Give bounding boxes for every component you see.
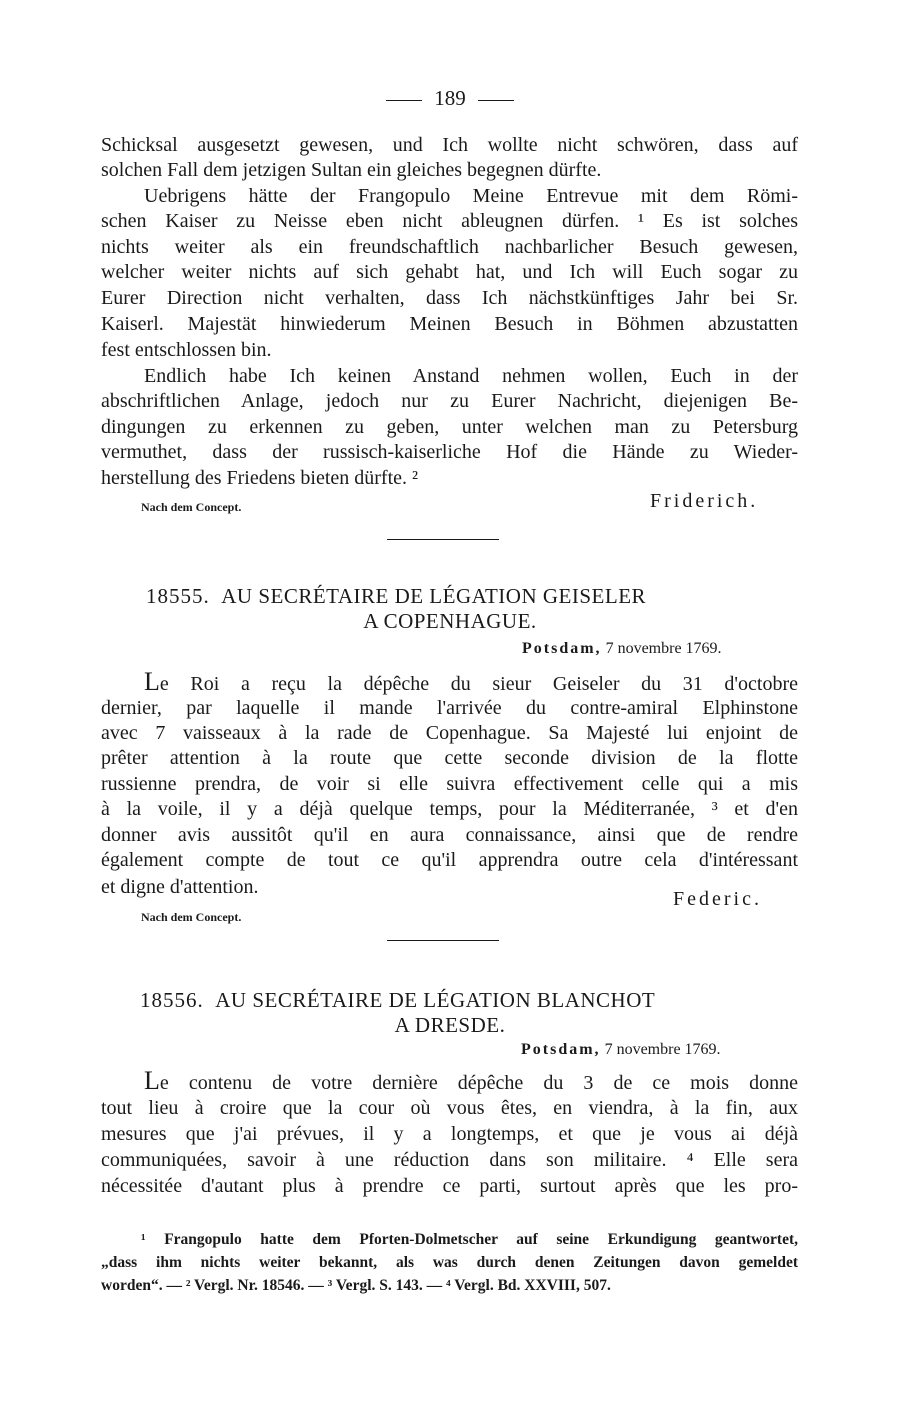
letter-recipient: AU SECRÉTAIRE DE LÉGATION BLANCHOT — [215, 988, 656, 1012]
section-divider — [387, 940, 499, 941]
dateline-place: Potsdam, — [521, 1041, 601, 1058]
letter-destination: A COPENHAGUE. — [363, 609, 537, 633]
initial-letter: L — [144, 1066, 160, 1095]
text-line — [144, 1068, 798, 1093]
dateline — [521, 1041, 721, 1059]
text-line: herstellung des Friedens bieten dürfte. ² — [101, 467, 419, 489]
text-line: solchen Fall dem jetzigen Sultan ein gleiches begegnen dürfte. — [101, 159, 602, 181]
text-span: e contenu de votre dernière dépêche du 3 de ce mois donne — [159, 1072, 798, 1094]
page-header — [0, 86, 900, 111]
dateline-date: 7 novembre 1769. — [605, 640, 722, 657]
dateline-place: Potsdam, — [522, 640, 602, 657]
text-line: donner avis aussitôt qu'il en aura connaissance, ainsi que de rendre — [101, 824, 798, 846]
text-line: welcher weiter nichts auf sich gehabt hat, und Ich will Euch sogar zu — [101, 261, 798, 283]
text-line: schen Kaiser zu Neisse eben nicht ableugnen dürfen. ¹ Es ist solches — [101, 210, 798, 232]
text-line: nécessitée d'autant plus à prendre ce parti, surtout après que les pro- — [101, 1175, 798, 1197]
text-line: nichts weiter als ein freundschaftlich nachbarlicher Besuch gewesen, — [101, 236, 798, 258]
letter-number: 18555. — [146, 584, 210, 608]
footnote-line: worden“. — ² Vergl. Nr. 18546. — ³ Vergl. S. 143. — ⁴ Vergl. Bd. XXVIII, 507. — [101, 1277, 611, 1294]
text-line: fest entschlossen bin. — [101, 339, 272, 361]
text-line: dernier, par laquelle il mande l'arrivée du contre-amiral Elphinstone — [101, 697, 798, 719]
dateline — [522, 640, 722, 658]
header-dash-right — [478, 100, 514, 101]
text-line: également compte de tout ce qu'il apprendra outre cela d'intéressant — [101, 849, 798, 871]
footnote-line: „dass ihm nichts weiter bekannt, als was durch denen Zeitungen davon gemeldet — [101, 1254, 798, 1271]
text-line: et digne d'attention. — [101, 876, 259, 898]
text-line: communiquées, savoir à une réduction dans son militaire. ⁴ Elle sera — [101, 1149, 798, 1171]
text-line — [144, 669, 798, 694]
text-line: abschriftlichen Anlage, jedoch nur zu Eurer Nachricht, diejenigen Be- — [101, 390, 798, 412]
initial-letter: L — [144, 667, 160, 696]
letter-recipient: AU SECRÉTAIRE DE LÉGATION GEISELER — [221, 584, 647, 608]
source-note: Nach dem Concept. — [141, 500, 242, 514]
signature: Friderich. — [650, 490, 759, 512]
signature: Federic. — [673, 888, 762, 910]
text-line: Kaiserl. Majestät hinwiederum Meinen Besuch in Böhmen abzustatten — [101, 313, 798, 335]
text-span: e Roi a reçu la dépêche du sieur Geiseler du 31 d'octobre — [159, 673, 798, 695]
page-number: 189 — [434, 86, 466, 110]
text-line: dingungen zu erkennen zu geben, unter welchen man zu Petersburg — [101, 416, 798, 438]
text-line: tout lieu à croire que la cour où vous êtes, en viendra, à la fin, aux — [101, 1097, 798, 1119]
letter-heading — [146, 584, 646, 609]
text-line: à la voile, il y a déjà quelque temps, pour la Méditerranée, ³ et d'en — [101, 798, 798, 820]
text-line: russienne prendra, de voir si elle suivra effectivement celle qui a mis — [101, 773, 798, 795]
text-line: vermuthet, dass der russisch-kaiserliche Hof die Hände zu Wieder- — [101, 441, 798, 463]
text-line: Endlich habe Ich keinen Anstand nehmen wollen, Euch in der — [144, 365, 798, 387]
footnote-line: ¹ Frangopulo hatte dem Pforten-Dolmetscher auf seine Erkundigung geantwortet, — [141, 1231, 798, 1248]
letter-heading — [140, 988, 655, 1013]
text-line: Uebrigens hätte der Frangopulo Meine Entrevue mit dem Römi- — [144, 185, 798, 207]
letter-destination: A DRESDE. — [394, 1013, 506, 1037]
text-line: prêter attention à la route que cette seconde division de la flotte — [101, 747, 798, 769]
section-divider — [387, 539, 499, 540]
source-note: Nach dem Concept. — [141, 910, 242, 924]
dateline-date: 7 novembre 1769. — [604, 1041, 721, 1058]
letter-number: 18556. — [140, 988, 204, 1012]
text-line: mesures que j'ai prévues, il y a longtemps, et que je vous ai déjà — [101, 1123, 798, 1145]
text-line: avec 7 vaisseaux à la rade de Copenhague. Sa Majesté lui enjoint de — [101, 722, 798, 744]
text-line: Schicksal ausgesetzt gewesen, und Ich wollte nicht schwören, dass auf — [101, 134, 798, 156]
header-dash-left — [386, 100, 422, 101]
text-line: Eurer Direction nicht verhalten, dass Ich nächstkünftiges Jahr bei Sr. — [101, 287, 798, 309]
